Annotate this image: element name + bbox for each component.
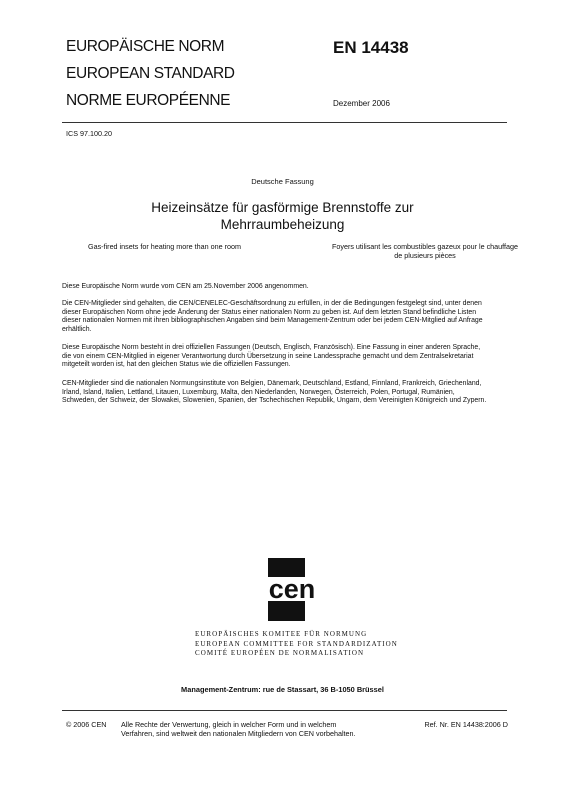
official-versions-paragraph (62, 344, 507, 370)
para-line: dieser nationalen Normen mit ihren bibliographischen Angaben sind beim Management-Zentrum oder bei jedem CEN-Mitglied auf Anfrage (62, 317, 483, 325)
english-title: Gas-fired insets for heating more than one room (88, 242, 242, 251)
acceptance-paragraph (62, 283, 507, 292)
cen-logo-text: cen (268, 574, 316, 604)
committee-en: EUROPEAN COMMITTEE FOR STANDARDIZATION (195, 639, 398, 648)
ics-code: ICS 97.100.20 (66, 129, 112, 138)
header-line-de: EUROPÄISCHE NORM (66, 38, 225, 55)
french-title-line-2: de plusieurs pièces (394, 251, 456, 261)
para-line: CEN-Mitglieder sind die nationalen Normungsinstitute von Belgien, Dänemark, Deutschland, Estland, Finnland, Frankreich, Griechenland, (62, 380, 482, 387)
header-divider (62, 122, 507, 123)
cen-logo-text-icon (255, 555, 325, 625)
rights-line-2: Verfahren, sind weltweit den nationalen Mitgliedern von CEN vorbehalten. (121, 729, 356, 739)
para-line: Schweden, der Schweiz, der Slowakei, Slowenien, Spanien, der Tschechischen Republik, Ungarn, dem Vereinigten Königreich und Zypern. (62, 397, 487, 405)
standard-number: EN 14438 (333, 38, 409, 57)
rights-line-1: Alle Rechte der Verwertung, gleich in welcher Form und in welchem (121, 720, 337, 729)
rights-notice (121, 720, 356, 738)
management-centre-address: Management-Zentrum: rue de Stassart, 36 B-1050 Brüssel (181, 685, 384, 694)
title-line-1: Heizeinsätze für gasförmige Brennstoffe zur (151, 200, 414, 215)
header-line-fr: NORME EUROPÉENNE (66, 92, 231, 109)
version-label: Deutsche Fassung (251, 177, 314, 186)
french-title-line-1: Foyers utilisant les combustibles gazeux pour le chauffage (331, 242, 519, 251)
title-line-2: Mehrraumbeheizung (220, 217, 345, 232)
committee-names (195, 630, 410, 659)
french-title (325, 242, 525, 260)
publication-date: Dezember 2006 (333, 99, 390, 108)
committee-fr: COMITÉ EUROPÉEN DE NORMALISATION (195, 649, 365, 657)
cen-members-paragraph (62, 380, 507, 406)
copyright: © 2006 CEN (66, 720, 107, 729)
para-line: dieser Europäischen Norm ohne jede Änderung der Status einer nationalen Norm zu geben ist. Auf dem letzten Stand befindliche Listen (62, 308, 477, 316)
para-line: Irland, Island, Italien, Lettland, Litauen, Luxemburg, Malta, den Niederlanden, Norwegen, Österreich, Polen, Portugal, Rumänien, (62, 388, 455, 396)
para-line: die von einem CEN-Mitglied in eigener Verantwortung durch Übersetzung in seine Landessprache gemacht und dem Zentralsekretariat (62, 352, 474, 360)
committee-de: EUROPÄISCHES KOMITEE FÜR NORMUNG (195, 630, 368, 638)
reference-number: Ref. Nr. EN 14438:2006 D (424, 720, 508, 729)
para-line: Diese Europäische Norm besteht in drei offiziellen Fassungen (Deutsch, Englisch, Französisch). Eine Fassung in einer anderen Sprache, (62, 344, 481, 351)
para-line: erhältlich. (62, 325, 92, 333)
para-line: Die CEN-Mitglieder sind gehalten, die CEN/CENELEC-Geschäftsordnung zu erfüllen, in der die Bedingungen festgelegt sind, unter denen (62, 300, 482, 307)
para-line: mitgeteilt worden ist, hat den gleichen Status wie die offiziellen Fassungen. (62, 361, 291, 369)
header-line-en: EUROPEAN STANDARD (66, 65, 235, 82)
acceptance-text: Diese Europäische Norm wurde vom CEN am 25.November 2006 angenommen. (62, 283, 309, 290)
members-obligation-paragraph (62, 300, 507, 334)
document-title (0, 199, 565, 233)
footer-divider (62, 710, 507, 711)
